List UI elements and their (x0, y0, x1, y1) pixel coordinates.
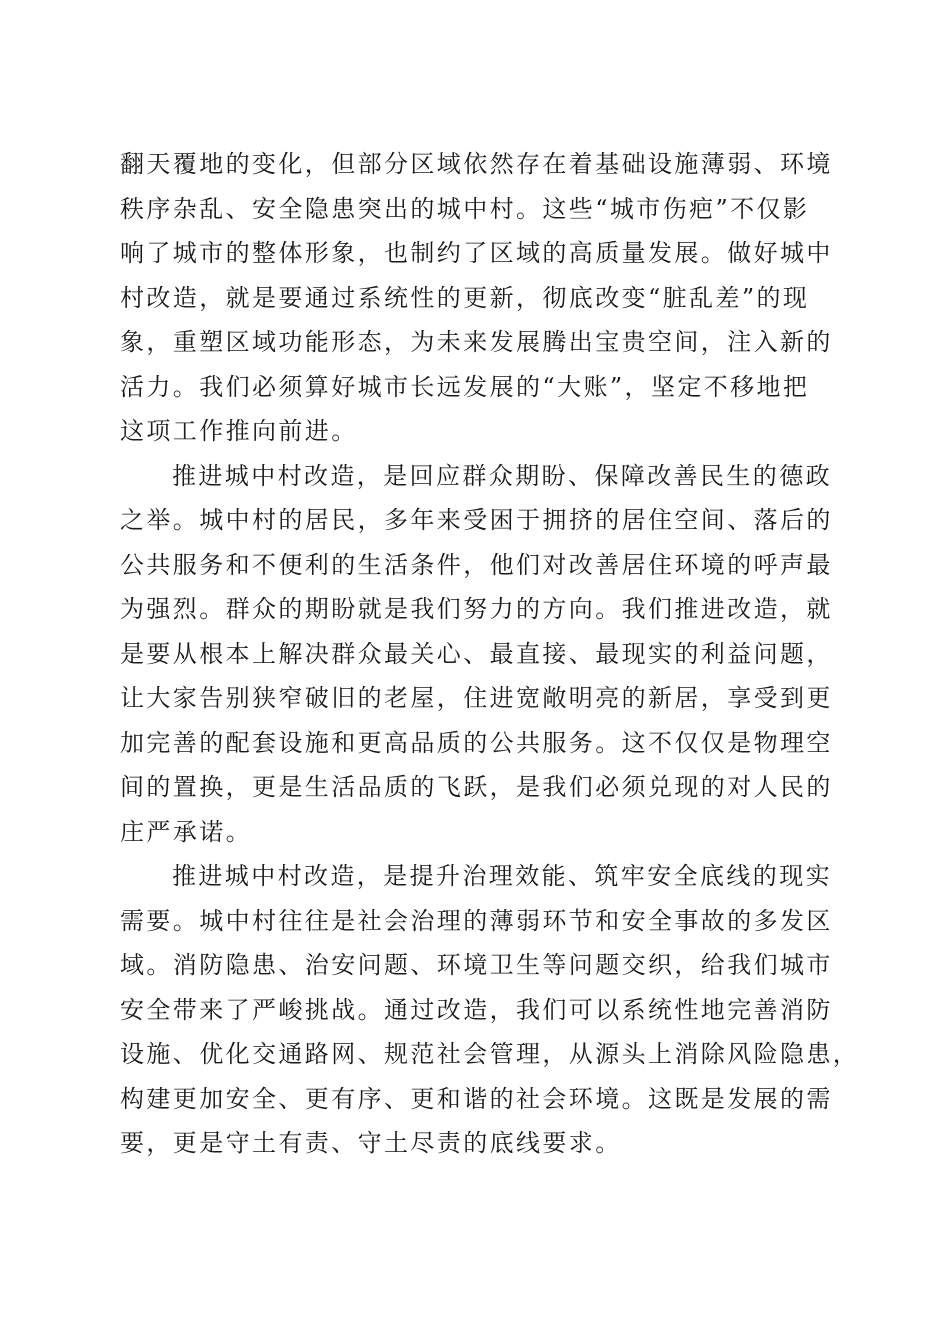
text-line: 构建更加安全、更有序、更和谐的社会环境。这既是发展的需 (120, 1084, 833, 1113)
text-line: 加完善的配套设施和更高品质的公共服务。这不仅仅是物理空 (120, 728, 833, 757)
text-line: 安全带来了严峻挑战。通过改造，我们可以系统性地完善消防 (120, 995, 833, 1024)
body-text (120, 142, 860, 1166)
text-line: 要，更是守土有责、守土尽责的底线要求。 (120, 1129, 622, 1157)
text-line: 秩序杂乱、安全隐患突出的城中村。这些“城市伤疤”不仅影 (120, 194, 810, 223)
text-line: 响了城市的整体形象，也制约了区域的高质量发展。做好城中 (120, 239, 833, 267)
text-line: 这项工作推向前进。 (120, 417, 358, 445)
text-line: 活力。我们必须算好城市长远发展的“大账”，坚定不移地把 (120, 372, 810, 401)
paragraph-livelihood (120, 454, 840, 855)
text-line: 设施、优化交通路网、规范社会管理，从源头上消除风险隐患， (120, 1040, 860, 1068)
text-line: 间的置换，更是生活品质的飞跃，是我们必须兑现的对人民的 (120, 773, 833, 801)
text-line: 公共服务和不便利的生活条件，他们对改善居住环境的呼声最 (120, 550, 833, 579)
text-line: 推进城中村改造，是回应群众期盼、保障改善民生的德政 (172, 461, 832, 490)
text-line: 庄严承诺。 (120, 817, 252, 846)
text-line: 让大家告别狭窄破旧的老屋，住进宽敞明亮的新居，享受到更 (120, 684, 833, 712)
text-line: 域。消防隐患、治安问题、环境卫生等问题交织，给我们城市 (120, 951, 833, 979)
paragraph-continuation (120, 142, 840, 454)
text-line: 为强烈。群众的期盼就是我们努力的方向。我们推进改造，就 (120, 595, 833, 623)
text-line: 推进城中村改造，是提升治理效能、筑牢安全底线的现实 (172, 862, 832, 890)
text-line: 翻天覆地的变化，但部分区域依然存在着基础设施薄弱、环境 (120, 150, 833, 178)
text-line: 村改造，就是要通过系统性的更新，彻底改变“脏乱差”的现 (120, 283, 810, 312)
text-line: 需要。城中村往往是社会治理的薄弱环节和安全事故的多发区 (120, 906, 833, 935)
paragraph-governance (120, 854, 860, 1166)
text-line: 象，重塑区域功能形态，为未来发展腾出宝贵空间，注入新的 (120, 328, 833, 356)
text-line: 是要从根本上解决群众最关心、最直接、最现实的利益问题， (120, 639, 833, 668)
text-line: 之举。城中村的居民，多年来受困于拥挤的居住空间、落后的 (120, 506, 833, 534)
